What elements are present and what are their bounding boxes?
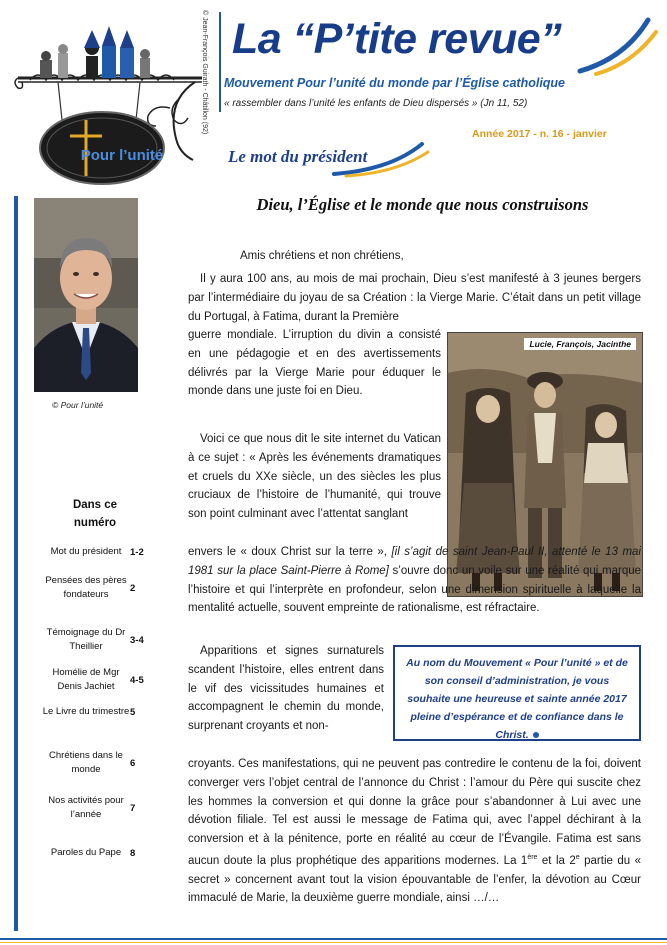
header-divider <box>219 12 221 112</box>
toc-page: 8 <box>130 847 136 859</box>
toc-label: Paroles du Pape <box>50 847 122 858</box>
toc-page: 7 <box>130 802 136 814</box>
paragraph-1a: Il y aura 100 ans, au mois de mai prochain, Dieu s’est manifesté à 3 jeunes bergers par l’intermédiaire du joyau de sa Création : la Vierge Marie. C’était dans un petit village du Portugal, à Fatima, durant la Première <box>188 273 641 323</box>
wishes-text: Au nom du Mouvement « Pour l’unité » et de son conseil d’administration, je vous souhaite une heureuse et sainte année 2017 pleine d’espérance et de confiance dans le Christ. <box>406 657 628 741</box>
section-title: Le mot du président <box>228 147 368 166</box>
hanging-sign-logo <box>10 8 220 188</box>
vertical-credit-text: © Jean-François Guirath - Châtillon (92) <box>201 10 208 135</box>
superscript-2: e <box>575 853 580 861</box>
toc-title-line-1: Dans ce <box>72 499 118 511</box>
toc-item[interactable] <box>42 626 156 655</box>
photo-caption: Lucie, François, Jacinthe <box>524 338 636 350</box>
toc-label: Témoignage du Dr Theillier <box>46 627 126 653</box>
paragraph-3b-text-3: partie du « secret » concernent avant tout la vision épouvantable de l’enfer, la dévotion au Cœur immaculé de Marie, la deuxième guerre mondiale, ainsi …/… <box>188 854 641 905</box>
paragraph-3b-text-1: croyants. Ces manifestations, qui ne peuvent pas contredire le contenu de la foi, doivent converger vers l’objet central de l’annonce du Christ : l’amour du Père qui suscite chez les hommes la conversion et qui donne la grâce pour s’abandonner à Lui avec une dévotion filiale. Tel est aussi le message de Fatima qui, avec l’appel déchirant à la conversion et à la pénitence, porte en réalité au cœur de l’Évangile. Fatima est sans aucun doute la plus prophétique des apparitions modernes. La 1 <box>188 758 641 867</box>
paragraph-2b-text-2: s’ouvre donc un voile sur une réalité qui marque l’histoire et qui l’interprète en profondeur, selon une dimension spirituelle à laquelle la mentalité actuelle, souvent empreinte de rationalisme, est réfractaire. <box>188 564 642 615</box>
toc-item[interactable] <box>42 666 156 695</box>
new-year-wishes-box <box>393 645 641 741</box>
issue-info: Année 2017 - n. 16 - janvier <box>472 128 607 140</box>
greeting: Amis chrétiens et non chrétiens, <box>240 250 404 262</box>
swoosh-decoration <box>570 16 660 76</box>
president-portrait <box>34 198 138 392</box>
scripture-quote: « rassembler dans l’unité les enfants de Dieu dispersés » (Jn 11, 52) <box>224 98 528 109</box>
toc-page: 2 <box>130 582 136 594</box>
superscript-1: ère <box>527 853 538 861</box>
toc-page: 5 <box>130 706 136 718</box>
paragraph-2b-text-1: envers le « doux Christ sur la terre », <box>188 546 392 558</box>
toc-item[interactable] <box>42 846 156 860</box>
toc-label: Homélie de Mgr Denis Jachiet <box>52 667 120 693</box>
toc-label: Pensées des pères fondateurs <box>45 575 127 601</box>
footer-rule-accent <box>0 942 667 943</box>
publication-title: La “P’tite revue” <box>232 15 562 63</box>
paragraph-2a: Voici ce que nous dit le site internet du Vatican à ce sujet : « Après les événements dramatiques et cruels du XXe siècle, un des siècles les plus cruciaux de l’histoire de l’humanité, qui trouve son point culminant avec l’attentat sanglant <box>188 433 441 521</box>
paragraph-3b-text-2: et la 2 <box>537 854 576 867</box>
toc-page: 6 <box>130 757 136 769</box>
paragraph-1b: guerre mondiale. L’irruption du divin a consisté en une pédagogie et en des avertissements délivrés par la Vierge Marie pour éduquer le monde dans une juste foi en Dieu. <box>188 329 441 398</box>
photo-credit: © Pour l’unité <box>52 400 104 410</box>
paragraph-2b <box>188 543 641 618</box>
sidebar-rule <box>14 196 18 931</box>
bullet-dot-icon <box>533 732 539 738</box>
toc-item[interactable] <box>42 749 156 778</box>
footer-rule <box>0 938 667 940</box>
section-swoosh <box>330 140 430 178</box>
toc-page: 1-2 <box>130 546 144 558</box>
paragraph-3b <box>188 755 641 908</box>
toc-item[interactable] <box>42 705 156 719</box>
toc-title <box>40 497 150 533</box>
paragraph-3a: Apparitions et signes surnaturels scandent l’histoire, elles entrent dans le vif des vicissitudes humaines et accompagnent le chemin du monde, surprenant croyants et non- <box>188 645 384 733</box>
sign-text: Pour l’unité <box>80 147 164 164</box>
toc-title-line-2: numéro <box>73 516 117 529</box>
toc-item[interactable] <box>42 574 156 603</box>
toc-page: 4-5 <box>130 674 144 686</box>
toc-label: Chrétiens dans le monde <box>49 750 123 776</box>
toc-item[interactable] <box>42 794 156 823</box>
article-title: Dieu, l’Église et le monde que nous construisons <box>256 195 589 214</box>
toc-label: Mot du président <box>50 546 122 557</box>
paragraph-2b-italic: [il s’agit de saint Jean-Paul II, attenté le 13 mai 1981 sur la place Saint-Pierre à Rome] <box>188 546 641 577</box>
toc-label: Le Livre du trimestre <box>42 706 130 717</box>
toc-label: Nos activités pour l’année <box>48 795 124 821</box>
toc-page: 3-4 <box>130 634 144 646</box>
toc-item[interactable] <box>42 545 156 559</box>
publication-subtitle: Mouvement Pour l’unité du monde par l’Église catholique <box>224 76 566 90</box>
